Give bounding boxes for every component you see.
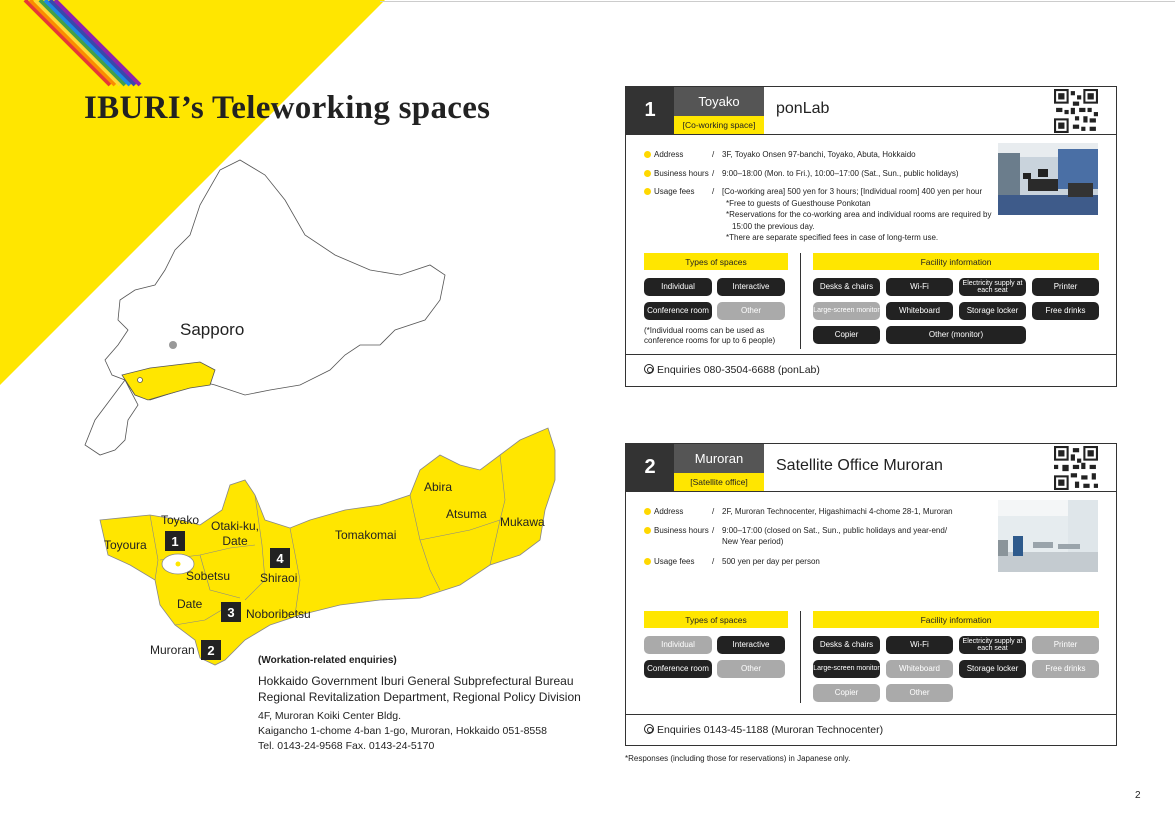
fees-note-1: *Free to guests of Guesthouse Ponkotan [726, 198, 871, 208]
map-label-date: Date [177, 597, 203, 611]
map-label-tomakomai: Tomakomai [335, 528, 397, 542]
facility-storage-locker: Storage locker [959, 302, 1026, 320]
address-label: Address [644, 149, 712, 161]
map-label-mukawa: Mukawa [500, 515, 545, 529]
iburi-map [0, 0, 600, 700]
contact-addr-line2: Kaigancho 1-chome 4-ban 1-go, Muroran, Hokkaido 051-8558 [258, 725, 547, 737]
fees-label: Usage fees [644, 556, 712, 568]
card-info: Address / 2F, Muroran Technocenter, Higashimachi 4-chome 28-1, Muroran Business hours / 9:00–17:00 (closed on Sat., Sun., public holidays and year-end/ New Year period) Usage fees / 500 yen per day per person [626, 492, 1116, 567]
facility-other: Other [886, 684, 953, 702]
hours-value-2: New Year period) [722, 537, 784, 546]
enquiries-row [626, 714, 1116, 746]
card-satellite-office-muroran [625, 443, 1117, 746]
facility-copier: Copier [813, 684, 880, 702]
map-label-toyoura: Toyoura [104, 538, 147, 552]
office-photo [998, 143, 1098, 215]
facility-electricity: Electricity supply at each seat [959, 278, 1026, 296]
type-individual: Individual [644, 636, 712, 654]
type-interactive: Interactive [717, 278, 785, 296]
type-other: Other [717, 302, 785, 320]
facility-storage-locker: Storage locker [959, 660, 1026, 678]
map-badge-4: 4 [270, 548, 290, 568]
fees-note-3: 15:00 the previous day. [732, 221, 815, 231]
map-badge-3: 3 [221, 602, 241, 622]
map-label-muroran: Muroran [150, 643, 195, 657]
map-label-sobetsu: Sobetsu [186, 569, 231, 583]
enquiries-text: Enquiries 080-3504-6688 (ponLab) [657, 364, 820, 376]
facility-heading: Facility information [813, 253, 1099, 270]
card-area: Muroran [674, 444, 764, 473]
card-info: Address / 3F, Toyako Onsen 97-banchi, Toyako, Abuta, Hokkaido Business hours / 9:00–18:00 (Mon. to Fri.), 10:00–17:00 (Sat., Sun., public holidays) Usage fees / [Co-working area] 500 yen for 3 hours; [Individual room] 400 yen per hour *Free to guests of Guesthouse Ponkotan *Reservations for the co-working area and individual rooms are required by 15:00 the previous day. *There are separate specified fees in case of long-term use. [626, 135, 1116, 244]
fees-value: 500 yen per day per person [722, 556, 820, 566]
fees-value: [Co-working area] 500 yen for 3 hours; [Individual room] 400 yen per hour [722, 187, 983, 196]
enquiries-row [626, 354, 1116, 386]
card-number: 2 [626, 444, 674, 491]
page-number: 2 [1135, 790, 1141, 801]
card-header [626, 444, 1116, 492]
map-label-abira: Abira [424, 480, 453, 494]
types-heading: Types of spaces [644, 611, 788, 628]
facility-wifi: Wi-Fi [886, 636, 953, 654]
facility-desks-chairs: Desks & chairs [813, 636, 880, 654]
fees-note-4: *There are separate specified fees in case of long-term use. [726, 233, 939, 242]
hours-label: Business hours [644, 525, 712, 548]
type-interactive: Interactive [717, 636, 785, 654]
map-label-noboribetsu: Noboribetsu [246, 607, 311, 621]
facility-desks-chairs: Desks & chairs [813, 278, 880, 296]
fees-label: Usage fees [644, 186, 712, 244]
address-value: 3F, Toyako Onsen 97-banchi, Toyako, Abuta, Hokkaido [722, 150, 916, 159]
double-circle-icon [644, 724, 654, 734]
address-value: 2F, Muroran Technocenter, Higashimachi 4-chome 28-1, Muroran [722, 507, 953, 516]
facility-heading: Facility information [813, 611, 1099, 628]
type-individual: Individual [644, 278, 712, 296]
column-divider [800, 611, 801, 703]
map-label-shiraoi: Shiraoi [260, 571, 298, 585]
contact-addr-line1: 4F, Muroran Koiki Center Bldg. [258, 710, 401, 722]
map-label-atsuma: Atsuma [446, 507, 487, 521]
card-kind: [Co-working space] [674, 116, 764, 134]
facility-printer: Printer [1032, 636, 1099, 654]
map-label-toyako: Toyako [161, 513, 200, 527]
map-badge-2: 2 [201, 640, 221, 660]
facility-electricity: Electricity supply at each seat [959, 636, 1026, 654]
hours-value: 9:00–17:00 (closed on Sat., Sun., public holidays and year-end/ [722, 525, 948, 535]
map-badge-1: 1 [165, 531, 185, 551]
hours-value: 9:00–18:00 (Mon. to Fri.), 10:00–17:00 (Sat., Sun., public holidays) [722, 168, 959, 178]
office-photo [998, 500, 1098, 572]
page-title: IBURI’s Teleworking spaces [84, 90, 491, 126]
facility-large-screen-monitor: Large-screen monitor [813, 302, 880, 320]
facility-copier: Copier [813, 326, 880, 344]
facility-large-screen-monitor: Large-screen monitor [813, 660, 880, 678]
contact-heading: (Workation-related enquiries) [258, 655, 397, 666]
card-name: Satellite Office Muroran [776, 457, 943, 474]
map-label-otaki-date: Otaki-ku, Date [211, 519, 260, 548]
facility-whiteboard: Whiteboard [886, 302, 953, 320]
address-label: Address [644, 506, 712, 518]
contact-org-line2: Regional Revitalization Department, Regional Policy Division [258, 690, 581, 704]
facility-free-drinks: Free drinks [1032, 302, 1099, 320]
contact-org-line1: Hokkaido Government Iburi General Subprefectural Bureau [258, 674, 574, 688]
column-divider [800, 253, 801, 349]
hokkaido-outline [105, 160, 445, 400]
facility-other-monitor: Other (monitor) [886, 326, 1026, 344]
southern-peninsula [85, 380, 138, 455]
qr-code-icon[interactable] [1054, 446, 1098, 490]
card-ponlab [625, 86, 1117, 387]
card-number: 1 [626, 87, 674, 134]
map-label-sapporo: Sapporo [180, 320, 245, 339]
types-note: (*Individual rooms can be used as conference rooms for up to 6 people) [644, 326, 776, 345]
facility-printer: Printer [1032, 278, 1099, 296]
facility-whiteboard: Whiteboard [886, 660, 953, 678]
double-circle-icon [644, 364, 654, 374]
card-name: ponLab [776, 100, 830, 117]
type-conference-room: Conference room [644, 302, 712, 320]
type-other: Other [717, 660, 785, 678]
enquiries-text: Enquiries 0143-45-1188 (Muroran Technocenter) [657, 724, 884, 736]
contact-block [258, 653, 581, 754]
card-area: Toyako [674, 87, 764, 116]
facility-wifi: Wi-Fi [886, 278, 953, 296]
fees-note-2: *Reservations for the co-working area and individual rooms are required by [726, 210, 992, 219]
card-kind: [Satellite office] [674, 473, 764, 491]
qr-code-icon[interactable] [1054, 89, 1098, 133]
types-heading: Types of spaces [644, 253, 788, 270]
type-conference-room: Conference room [644, 660, 712, 678]
hours-label: Business hours [644, 168, 712, 180]
contact-addr-line3: Tel. 0143-24-9568 Fax. 0143-24-5170 [258, 740, 435, 752]
facility-free-drinks: Free drinks [1032, 660, 1099, 678]
footnote: *Responses (including those for reservations) in Japanese only. [625, 754, 851, 763]
card-header [626, 87, 1116, 135]
